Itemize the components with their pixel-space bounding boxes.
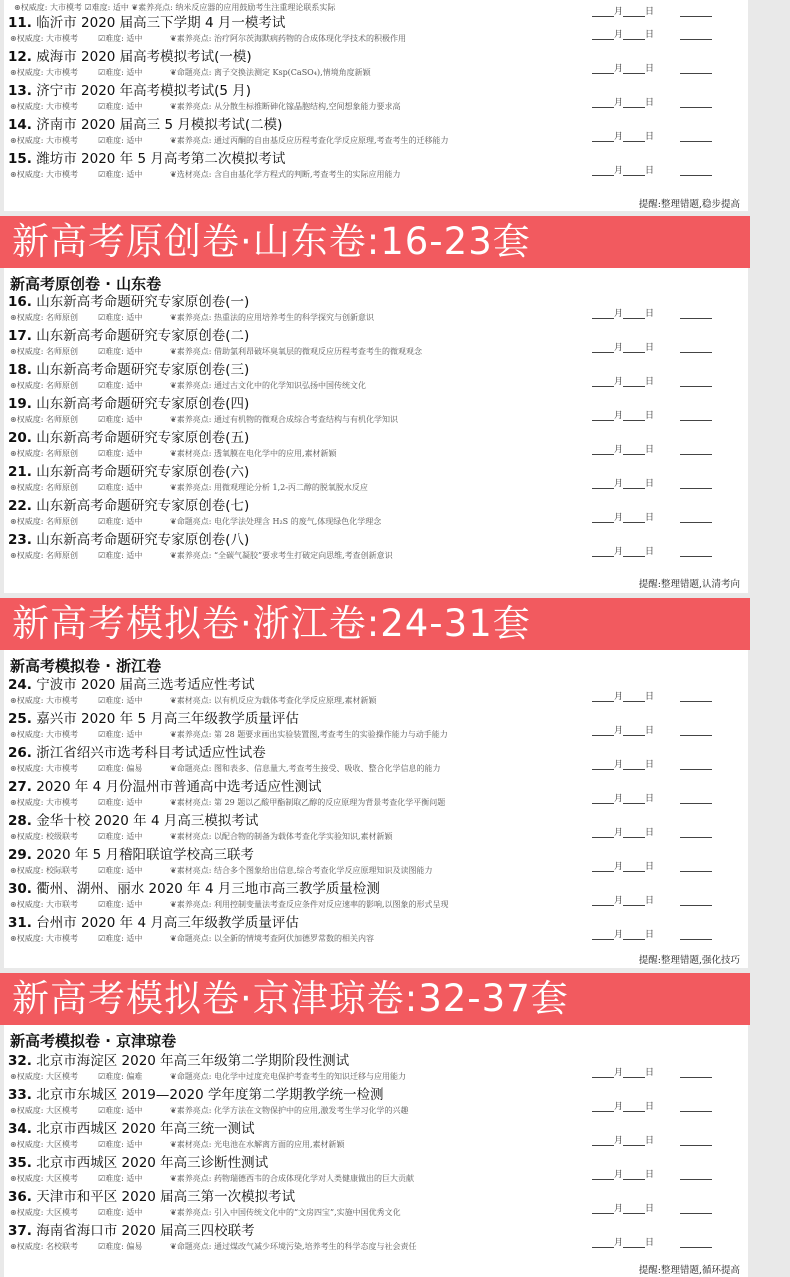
item-meta: [10, 482, 368, 494]
item-number: 17.: [8, 328, 32, 344]
highlight-label: ❦素材亮点: 透氧膜在电化学中的应用,素材新颖: [170, 449, 337, 458]
highlight-label: ❦命题亮点: 以全新的情境考查阿伏加德罗常数的相关内容: [170, 934, 374, 943]
highlight-label: ❦命题亮点: 通过煤改气减少环境污染,培养考生的科学态度与社会责任: [170, 1242, 417, 1251]
item-title: [8, 396, 249, 413]
authority-label: ⊛权威度: 大市模考: [10, 68, 78, 77]
date-blank[interactable]: 月 日: [592, 927, 712, 940]
item-title-text: 宁波市 2020 届高三选考适应性考试: [36, 677, 255, 693]
date-blank[interactable]: 月 日: [592, 27, 712, 40]
item-number: 13.: [8, 83, 32, 99]
item-title: [8, 362, 249, 379]
date-blank[interactable]: 月 日: [592, 61, 712, 74]
tip-text: 提醒:整理错题,强化技巧: [638, 955, 740, 966]
item-meta: [10, 346, 422, 358]
item-title: [8, 430, 249, 447]
authority-label: ⊛权威度: 大市模考: [10, 34, 78, 43]
authority-label: ⊛权威度: 大区模考: [10, 1106, 78, 1115]
item-meta: [10, 67, 371, 79]
list-item: [4, 847, 748, 881]
section-title: 新高考模拟卷 · 京津琼卷: [10, 1032, 177, 1050]
item-title: [8, 83, 251, 100]
list-item: [4, 1155, 748, 1189]
item-meta: [10, 414, 398, 426]
list-item: [4, 1087, 748, 1121]
item-number: 22.: [8, 498, 32, 514]
list-item: [4, 464, 748, 498]
highlight-label: ❦素养亮点: “全碳气凝胶”要求考生打破定向思维,考查创新意识: [170, 551, 393, 560]
date-blank[interactable]: 月 日: [592, 95, 712, 108]
item-number: 28.: [8, 813, 32, 829]
item-meta: [10, 135, 448, 147]
difficulty-label: ☑难度: 偏易: [98, 1242, 143, 1251]
list-item: [4, 745, 748, 779]
item-title-text: 台州市 2020 年 4 月高三年级教学质量评估: [36, 915, 299, 931]
authority-label: ⊛权威度: 大市模考: [10, 102, 78, 111]
item-number: 37.: [8, 1223, 32, 1239]
item-number: 16.: [8, 294, 32, 310]
authority-label: ⊛权威度: 名校联考: [10, 1242, 78, 1251]
highlight-label: ❦素养亮点: 借助氯利昂破坏臭氧层的微观反应历程考查考生的微观观念: [170, 347, 422, 356]
highlight-label: ❦素材亮点: 光电池在水解离方面的应用,素材新颖: [170, 1140, 345, 1149]
item-meta: [10, 1207, 401, 1219]
section-banner: 新高考原创卷·山东卷:16-23套: [0, 216, 750, 268]
item-meta: [10, 1241, 416, 1253]
list-item: [4, 396, 748, 430]
date-blank[interactable]: 月 日: [592, 408, 712, 421]
difficulty-label: ☑难度: 适中: [98, 313, 143, 322]
highlight-label: ❦素养亮点: 从分散生标推断砷化镓晶胞结构,空间想象能力要求高: [170, 102, 401, 111]
difficulty-label: ☑难度: 适中: [98, 170, 143, 179]
item-meta: [10, 831, 392, 843]
item-meta: [10, 1105, 408, 1117]
item-number: 36.: [8, 1189, 32, 1205]
section-banner: 新高考模拟卷·京津琼卷:32-37套: [0, 973, 750, 1025]
date-blank[interactable]: 月 日: [592, 825, 712, 838]
tip-text: 提醒:整理错题,循环提高: [638, 1265, 740, 1276]
difficulty-label: ☑难度: 适中: [98, 900, 143, 909]
item-title-text: 山东新高考命题研究专家原创卷(一): [36, 294, 250, 310]
list-panel-1: [4, 0, 748, 211]
item-number: 11.: [8, 15, 32, 31]
item-title: [8, 1223, 255, 1240]
item-title: [8, 1121, 255, 1138]
item-title-text: 临沂市 2020 届高三下学期 4 月一模考试: [36, 15, 286, 31]
item-title: [8, 881, 380, 898]
list-item: [4, 49, 748, 83]
item-title-text: 山东新高考命题研究专家原创卷(二): [36, 328, 250, 344]
item-meta: [10, 1071, 406, 1083]
highlight-label: ❦素养亮点: 第 28 题要求画出实验装置图,考查考生的实验操作能力与动手能力: [170, 730, 448, 739]
date-blank[interactable]: 月 日: [592, 4, 712, 17]
difficulty-label: ☑难度: 适中: [98, 866, 143, 875]
highlight-label: ❦素养亮点: 热重法的应用培养考生的科学探究与创新意识: [170, 313, 374, 322]
difficulty-label: ☑难度: 适中: [98, 1140, 143, 1149]
difficulty-label: ☑难度: 适中: [98, 934, 143, 943]
item-title-text: 山东新高考命题研究专家原创卷(七): [36, 498, 250, 514]
difficulty-label: ☑难度: 适中: [98, 730, 143, 739]
item-title: [8, 1155, 268, 1172]
list-item: [4, 1223, 748, 1257]
item-meta: [10, 380, 366, 392]
list-item: [4, 430, 748, 464]
item-title-text: 济宁市 2020 年高考模拟考试(5 月): [36, 83, 252, 99]
difficulty-label: ☑难度: 适中: [98, 696, 143, 705]
item-meta: [10, 550, 393, 562]
item-title-text: 天津市和平区 2020 届高三第一次模拟考试: [36, 1189, 296, 1205]
item-title-text: 山东新高考命题研究专家原创卷(五): [36, 430, 250, 446]
item-number: 12.: [8, 49, 32, 65]
difficulty-label: ☑难度: 偏易: [98, 764, 143, 773]
list-item: [4, 1121, 748, 1155]
item-number: 25.: [8, 711, 32, 727]
list-item: [4, 881, 748, 915]
item-number: 34.: [8, 1121, 32, 1137]
item-meta: [10, 797, 445, 809]
item-title: [8, 49, 252, 66]
item-meta: [10, 865, 432, 877]
item-meta: [10, 33, 406, 45]
item-title: [8, 813, 258, 830]
difficulty-label: ☑难度: 适中: [98, 381, 143, 390]
item-title: [8, 328, 249, 345]
item-title-text: 北京市西城区 2020 年高三诊断性测试: [36, 1155, 269, 1171]
item-number: 18.: [8, 362, 32, 378]
item-title: [8, 464, 249, 481]
item-number: 19.: [8, 396, 32, 412]
item-number: 20.: [8, 430, 32, 446]
item-title: [8, 779, 322, 796]
list-item: [4, 117, 748, 151]
date-blank[interactable]: 月 日: [592, 689, 712, 702]
list-item: [4, 915, 748, 949]
item-meta: [10, 899, 448, 911]
item-number: 23.: [8, 532, 32, 548]
item-number: 21.: [8, 464, 32, 480]
list-item: [4, 83, 748, 117]
list-item: [4, 328, 748, 362]
list-panel-4: [4, 1025, 748, 1277]
difficulty-label: ☑难度: 适中: [98, 347, 143, 356]
item-meta: [10, 1173, 414, 1185]
item-title: [8, 1053, 349, 1070]
date-blank[interactable]: 月 日: [592, 757, 712, 770]
item-meta: [10, 695, 376, 707]
item-title: [8, 15, 285, 32]
item-number: 15.: [8, 151, 32, 167]
item-title-text: 潍坊市 2020 年 5 月高考第二次模拟考试: [36, 151, 286, 167]
date-blank[interactable]: 月 日: [592, 1133, 712, 1146]
list-item: [4, 813, 748, 847]
highlight-label: ❦素养亮点: 药物瑞德西韦的合成体现化学对人类健康做出的巨大贡献: [170, 1174, 414, 1183]
difficulty-label: ☑难度: 适中: [98, 1174, 143, 1183]
difficulty-label: ☑难度: 适中: [98, 1106, 143, 1115]
authority-label: ⊛权威度: 大市模考: [10, 934, 78, 943]
authority-label: ⊛权威度: 大市联考: [10, 900, 78, 909]
item-number: 33.: [8, 1087, 32, 1103]
highlight-label: ❦素养亮点: 通过丙酮的自由基反应历程考查化学反应原理,考查考生的迁移能力: [170, 136, 449, 145]
difficulty-label: ☑难度: 适中: [98, 449, 143, 458]
authority-label: ⊛权威度: 校际联考: [10, 866, 78, 875]
item-title: [8, 294, 249, 311]
tip-text: 提醒:整理错题,稳步提高: [638, 199, 740, 210]
item-title-text: 嘉兴市 2020 年 5 月高三年级教学质量评估: [36, 711, 299, 727]
difficulty-label: ☑难度: 适中: [98, 136, 143, 145]
date-blank[interactable]: 月 日: [592, 163, 712, 176]
difficulty-label: ☑难度: 适中: [98, 798, 143, 807]
highlight-label: ❦命题亮点: 图和表多、信息量大,考查考生接受、吸收、整合化学信息的能力: [170, 764, 441, 773]
item-title: [8, 745, 266, 762]
highlight-label: ❦命题亮点: 离子交换法测定 Ksp(CaSO₄),情境角度新颖: [170, 68, 371, 77]
date-blank[interactable]: 月 日: [592, 544, 712, 557]
difficulty-label: ☑难度: 适中: [98, 832, 143, 841]
list-item: [4, 151, 748, 185]
list-item: [4, 532, 748, 566]
list-item: [4, 15, 748, 49]
item-number: 27.: [8, 779, 32, 795]
difficulty-label: ☑难度: 适中: [98, 68, 143, 77]
item-title-text: 威海市 2020 届高考模拟考试(一模): [36, 49, 252, 65]
highlight-label: ❦素养亮点: 治疗阿尔茨海默病药物的合成体现化学技术的积极作用: [170, 34, 406, 43]
date-blank[interactable]: 月 日: [592, 510, 712, 523]
date-blank[interactable]: 月 日: [592, 1065, 712, 1078]
item-meta: [10, 101, 400, 113]
item-number: 30.: [8, 881, 32, 897]
date-blank[interactable]: 月 日: [592, 791, 712, 804]
item-title-text: 北京市东城区 2019—2020 学年度第二学期教学统一检测: [36, 1087, 384, 1103]
item-title-text: 山东新高考命题研究专家原创卷(八): [36, 532, 250, 548]
highlight-label: ❦素养亮点: 利用控制变量法考查反应条件对反应速率的影响,以图象的形式呈现: [170, 900, 449, 909]
item-number: 31.: [8, 915, 32, 931]
difficulty-label: ☑难度: 适中: [98, 551, 143, 560]
item-title-text: 山东新高考命题研究专家原创卷(四): [36, 396, 250, 412]
authority-label: ⊛权威度: 名师原创: [10, 483, 78, 492]
authority-label: ⊛权威度: 名师原创: [10, 449, 78, 458]
date-blank[interactable]: 月 日: [592, 1167, 712, 1180]
authority-label: ⊛权威度: 大市模考: [10, 798, 78, 807]
item-title-text: 衢州、湖州、丽水 2020 年 4 月三地市高三教学质量检测: [36, 881, 380, 897]
authority-label: ⊛权威度: 大区模考: [10, 1174, 78, 1183]
item-number: 14.: [8, 117, 32, 133]
date-blank[interactable]: 月 日: [592, 476, 712, 489]
item-title-text: 济南市 2020 届高三 5 月模拟考试(二模): [36, 117, 283, 133]
authority-label: ⊛权威度: 大市模考: [10, 764, 78, 773]
highlight-label: ❦命题亮点: 电化学法处理含 H₂S 的废气,体现绿色化学理念: [170, 517, 382, 526]
date-blank[interactable]: 月 日: [592, 859, 712, 872]
item-number: 32.: [8, 1053, 32, 1069]
item-title: [8, 1087, 384, 1104]
section-title: 新高考模拟卷 · 浙江卷: [10, 657, 162, 675]
date-blank[interactable]: 月 日: [592, 374, 712, 387]
date-blank[interactable]: 月 日: [592, 129, 712, 142]
difficulty-label: ☑难度: 适中: [98, 1208, 143, 1217]
authority-label: ⊛权威度: 大市模考: [10, 696, 78, 705]
partial-meta-row: ⊛权威度: 大市模考 ☑难度: 适中 ❦素养亮点: 纳米反应器的应用鼓励考生注重理论联系实际: [14, 3, 336, 12]
item-title: [8, 915, 299, 932]
highlight-label: ❦素养亮点: 通过有机物的微观合成综合考查结构与有机化学知识: [170, 415, 398, 424]
item-title: [8, 711, 299, 728]
difficulty-label: ☑难度: 适中: [98, 483, 143, 492]
authority-label: ⊛权威度: 大区模考: [10, 1140, 78, 1149]
list-item: [4, 1189, 748, 1223]
authority-label: ⊛权威度: 名师原创: [10, 415, 78, 424]
item-title: [8, 151, 285, 168]
list-item: [4, 711, 748, 745]
authority-label: ⊛权威度: 校级联考: [10, 832, 78, 841]
authority-label: ⊛权威度: 名师原创: [10, 313, 78, 322]
item-meta: [10, 763, 440, 775]
item-title: [8, 1189, 295, 1206]
date-blank[interactable]: 月 日: [592, 340, 712, 353]
item-meta: [10, 312, 374, 324]
item-title-text: 浙江省绍兴市选考科目考试适应性试卷: [36, 745, 266, 761]
date-blank[interactable]: 月 日: [592, 1099, 712, 1112]
difficulty-label: ☑难度: 偏难: [98, 1072, 143, 1081]
item-title: [8, 677, 255, 694]
item-number: 35.: [8, 1155, 32, 1171]
authority-label: ⊛权威度: 名师原创: [10, 551, 78, 560]
date-blank[interactable]: 月 日: [592, 1201, 712, 1214]
date-blank[interactable]: 月 日: [592, 893, 712, 906]
authority-label: ⊛权威度: 大区模考: [10, 1072, 78, 1081]
item-title-text: 山东新高考命题研究专家原创卷(六): [36, 464, 250, 480]
highlight-label: ❦素材亮点: 第 29 题以乙酸甲酯制取乙醇的反应原理为背景考查化学平衡问题: [170, 798, 446, 807]
item-title-text: 北京市海淀区 2020 年高三年级第二学期阶段性测试: [36, 1053, 350, 1069]
item-title-text: 2020 年 4 月份温州市普通高中选考适应性测试: [36, 779, 322, 795]
date-blank[interactable]: 月 日: [592, 723, 712, 736]
list-item: [4, 294, 748, 328]
authority-label: ⊛权威度: 大市模考: [10, 136, 78, 145]
difficulty-label: ☑难度: 适中: [98, 34, 143, 43]
tip-text: 提醒:整理错题,认清考向: [638, 579, 740, 590]
date-blank[interactable]: 月 日: [592, 1235, 712, 1248]
item-number: 29.: [8, 847, 32, 863]
item-title: [8, 498, 249, 515]
item-title: [8, 117, 282, 134]
item-title: [8, 847, 254, 864]
item-title-text: 金华十校 2020 年 4 月高三模拟考试: [36, 813, 259, 829]
section-banner: 新高考模拟卷·浙江卷:24-31套: [0, 598, 750, 650]
authority-label: ⊛权威度: 大区模考: [10, 1208, 78, 1217]
item-meta: [10, 729, 448, 741]
difficulty-label: ☑难度: 适中: [98, 517, 143, 526]
list-item: [4, 779, 748, 813]
highlight-label: ❦素材亮点: 以有机反应为载体考查化学反应原理,素材新颖: [170, 696, 377, 705]
item-meta: [10, 1139, 344, 1151]
highlight-label: ❦素养亮点: 通过古文化中的化学知识弘扬中国传统文化: [170, 381, 366, 390]
item-meta: [10, 169, 400, 181]
date-blank[interactable]: 月 日: [592, 306, 712, 319]
authority-label: ⊛权威度: 大市模考: [10, 730, 78, 739]
item-title-text: 山东新高考命题研究专家原创卷(三): [36, 362, 250, 378]
date-blank[interactable]: 月 日: [592, 442, 712, 455]
highlight-label: ❦素材亮点: 结合多个图象给出信息,综合考查化学反应原理知识及读图能力: [170, 866, 433, 875]
list-panel-3: [4, 650, 748, 968]
item-meta: [10, 516, 381, 528]
list-item: [4, 677, 748, 711]
difficulty-label: ☑难度: 适中: [98, 102, 143, 111]
highlight-label: ❦素养亮点: 用微观理论分析 1,2-丙二醇的脱氧脱水反应: [170, 483, 368, 492]
item-title: [8, 532, 249, 549]
highlight-label: ❦素养亮点: 化学方法在文物保护中的应用,激发考生学习化学的兴趣: [170, 1106, 409, 1115]
highlight-label: ❦选材亮点: 含自由基化学方程式的判断,考查考生的实际应用能力: [170, 170, 401, 179]
list-item: [4, 498, 748, 532]
item-meta: [10, 933, 374, 945]
item-meta: [10, 448, 336, 460]
item-number: 24.: [8, 677, 32, 693]
list-item: [4, 1053, 748, 1087]
difficulty-label: ☑难度: 适中: [98, 415, 143, 424]
highlight-label: ❦素材亮点: 以配合物的制备为载体考查化学实验知识,素材新颖: [170, 832, 393, 841]
list-panel-2: [4, 268, 748, 593]
authority-label: ⊛权威度: 名师原创: [10, 381, 78, 390]
item-title-text: 2020 年 5 月稽阳联谊学校高三联考: [36, 847, 255, 863]
item-title-text: 海南省海口市 2020 届高三四校联考: [36, 1223, 255, 1239]
authority-label: ⊛权威度: 名师原创: [10, 347, 78, 356]
item-number: 26.: [8, 745, 32, 761]
authority-label: ⊛权威度: 名师原创: [10, 517, 78, 526]
authority-label: ⊛权威度: 大市模考: [10, 170, 78, 179]
highlight-label: ❦素养亮点: 引入中国传统文化中的“文房四宝”,实施中国优秀文化: [170, 1208, 401, 1217]
item-title-text: 北京市西城区 2020 年高三统一测试: [36, 1121, 255, 1137]
list-item: [4, 362, 748, 396]
section-title: 新高考原创卷 · 山东卷: [10, 275, 162, 293]
highlight-label: ❦命题亮点: 电化学中过度充电保护考查考生的知识迁移与应用能力: [170, 1072, 406, 1081]
